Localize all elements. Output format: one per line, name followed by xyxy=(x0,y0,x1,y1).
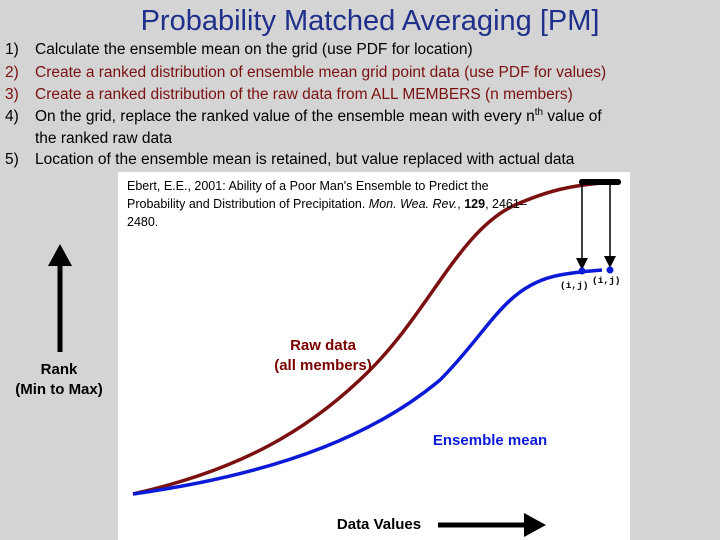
rank-axis-arrow xyxy=(48,244,72,352)
step-superscript: th xyxy=(534,106,544,118)
step-text: Create a ranked distribution of the raw data from ALL MEMBERS (n members) xyxy=(35,86,573,103)
step-number: 1) xyxy=(5,41,19,58)
raw-data-label-line: (all members) xyxy=(274,357,372,374)
step-number: 5) xyxy=(5,151,19,168)
step-text-part: value of xyxy=(543,108,602,125)
rank-axis-label-line: Rank xyxy=(40,361,78,378)
grid-point-label: (i,j) xyxy=(560,280,589,291)
citation-volume: 129 xyxy=(464,197,486,211)
step-text: Calculate the ensemble mean on the grid (use PDF for location) xyxy=(35,41,473,58)
step-text: Location of the ensemble mean is retained, but value replaced with actual data xyxy=(35,151,575,168)
citation-text: Ebert, E.E., 2001: Ability of a Poor Man's Ensemble to Predict the Probability and Distribution of Precipitation. xyxy=(127,179,489,211)
data-values-label: Data Values xyxy=(336,516,422,533)
step-number: 2) xyxy=(5,64,19,81)
grid-point-marker xyxy=(607,267,614,274)
step-text: Create a ranked distribution of ensemble mean grid point data (use PDF for values) xyxy=(35,64,607,81)
citation-pages: , 2461–2480. xyxy=(127,197,527,229)
citation-journal: Mon. Wea. Rev. xyxy=(368,197,458,211)
step-text-part: On the grid, replace the ranked value of the ensemble mean with every n xyxy=(35,108,535,125)
step-text-continued: the ranked raw data xyxy=(35,130,173,147)
grid-point-marker xyxy=(579,268,586,275)
ensemble-mean-label: Ensemble mean xyxy=(432,432,548,449)
step-number: 3) xyxy=(5,86,19,103)
grid-point-label: (i,j) xyxy=(592,275,621,286)
rank-axis-label-line: (Min to Max) xyxy=(15,381,103,398)
raw-data-label-line: Raw data xyxy=(290,337,356,354)
citation xyxy=(127,177,547,231)
raw-data-marker-cluster xyxy=(579,179,621,185)
citation-separator: , xyxy=(457,197,465,211)
slide-title: Probability Matched Averaging [PM] xyxy=(140,5,600,37)
raw-data-label xyxy=(258,336,388,376)
rank-axis-label xyxy=(0,360,118,400)
step-number: 4) xyxy=(5,108,19,125)
